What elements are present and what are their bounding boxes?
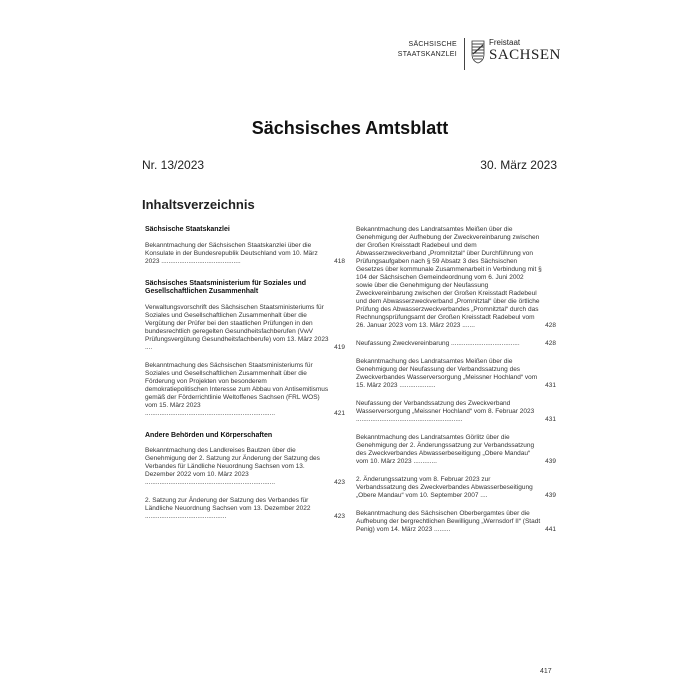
toc-entry[interactable] <box>356 510 556 534</box>
entry-page: 418 <box>334 257 345 265</box>
entry-text: Bekanntmachung des Sächsischen Staatsministeriums für Soziales und Gesellschaftlichen Zusammenhalt über die Förderung von Projekten von besonderem demokratiepolitischen Interesse zum Abbau von Antisemitismus gemäß der Förderrichtlinie Weltoffenes Sachsen (FRL WOS) vom 15. März 2023 ........................................................................ <box>145 361 329 417</box>
issue-number: Nr. 13/2023 <box>142 158 205 172</box>
toc-title: Inhaltsverzeichnis <box>142 197 255 212</box>
toc-entry[interactable] <box>356 226 556 330</box>
entry-page: 419 <box>334 343 345 351</box>
entry-text: Bekanntmachung der Sächsischen Staatskanzlei über die Konsulate in der Bundesrepublik Deutschland vom 10. März 2023 ............................................ <box>145 241 318 265</box>
entry-text: Bekanntmachung des Landratsamtes Görlitz über die Genehmigung der 2. Änderungssatzung zur Verbandssatzung des Zweckverbandes Abwasserbeseitigung „Obere Mandau“ vom 10. März 2023 ............. <box>356 434 535 465</box>
toc-entry[interactable] <box>356 400 556 424</box>
entry-text: 2. Änderungssatzung vom 8. Februar 2023 zur Verbandssatzung des Zweckverbandes Abwasserbeseitigung „Obere Mandau“ vom 10. September 2007 .... <box>356 476 533 499</box>
entry-page: 428 <box>545 340 556 347</box>
toc-entry[interactable] <box>356 358 556 390</box>
toc-entry[interactable] <box>145 304 345 352</box>
entry-text: Bekanntmachung des Landratsamtes Meißen über die Genehmigung der Neufassung der Verbandssatzung des Zweckverbandes Wasserversorgung „Meissner Hochland“ vom 15. März 2023 .................... <box>356 358 538 389</box>
kanzlei-line-2: STAATSKANZLEI <box>397 51 457 58</box>
document-title: Sächsisches Amtsblatt <box>251 118 449 138</box>
entry-page: 439 <box>545 458 556 465</box>
entry-page: 421 <box>334 409 345 417</box>
section-heading: Sächsische Staatskanzlei <box>145 226 230 233</box>
header <box>392 38 562 72</box>
toc-entry[interactable] <box>356 476 556 500</box>
section-heading: Sächsisches Staatsministerium für Soziales und Gesellschaftlichen Zusammenhalt <box>145 279 307 295</box>
entry-text: Bekanntmachung des Landkreises Bautzen über die Genehmigung der 2. Satzung zur Änderung der Satzung des Verbandes für Ländliche Neuordnung Sachsen vom 13. Dezember 2022 vom 10. März 2023 ........................................................................ <box>145 447 320 486</box>
toc-entry[interactable] <box>145 447 345 487</box>
kanzlei-line-1: SÄCHSISCHE <box>408 41 457 48</box>
sachsen-text: SACHSEN <box>489 47 561 63</box>
entry-text: Bekanntmachung des Sächsischen Oberbergamtes über die Aufhebung der bergrechtlichen Bewilligung „Wernsdorf II“ (Stadt Penig) vom 14. März 2023 ......... <box>356 510 541 533</box>
staatskanzlei-label <box>398 40 457 60</box>
entry-page: 431 <box>545 382 556 389</box>
toc-right-column <box>356 226 556 544</box>
toc-left-column <box>145 226 345 531</box>
toc-entry[interactable] <box>145 362 345 418</box>
entry-page: 431 <box>545 416 556 423</box>
section-heading: Andere Behörden und Körperschaften <box>145 431 273 439</box>
entry-page: 439 <box>545 492 556 499</box>
toc-section <box>145 226 345 266</box>
entry-text: Verwaltungsvorschrift des Sächsischen Staatsministeriums für Soziales und Gesellschaftlichen Zusammenhalt über die Vergütung der Prüfer bei den staatlichen Prüfungen in den bundesrechtlich geregelten Gesundheitsfachberufen (VwV Prüfungsvergütung Gesundheitsfachberufe) vom 13. März 2023 .... <box>145 303 329 351</box>
entry-text: Bekanntmachung des Landratsamtes Meißen über die Genehmigung der Aufhebung der Zweckvereinbarung zwischen der Großen Kreisstadt Radebeul und dem Abwasserzweckverband „Promnitztal“ über Durchführung von Prüfungsaufgaben nach § 59 Absatz 3 des Sächsischen Gesetzes über kommunale Zusammenarbeit in Verbindung mit § 104 der Sächsischen Gemeindeordnung vom 6. Juni 2002 sowie über die Genehmigung der Neufassung Zweckvereinbarung zwischen der Großen Kreisstadt Radebeul und dem Abwasserzweckverband „Promnitztal“ über die örtliche Prüfung des Abwasserzweckverbandes „Promnitztal“ durch das Rechnungsprüfungsamt der Großen Kreisstadt Radebeul vom 26. Januar 2023 vom 13. März 2023 ....... <box>356 226 542 329</box>
sachsen-logo <box>489 38 569 64</box>
toc-section <box>145 280 345 418</box>
entry-page: 423 <box>334 513 345 520</box>
entry-page: 423 <box>334 479 345 486</box>
page-number: 417 <box>540 668 552 675</box>
header-divider <box>464 38 465 70</box>
toc-entry[interactable] <box>145 497 345 521</box>
toc-section <box>145 432 345 522</box>
toc-entry[interactable] <box>356 434 556 466</box>
entry-text: Neufassung der Verbandssatzung des Zweckverband Wasserversorgung „Meissner Hochland“ vom 8. Februar 2023 ........................................................... <box>356 400 535 423</box>
entry-page: 428 <box>545 322 556 329</box>
entry-text: Neufassung Zweckvereinbarung ...................................... <box>356 340 520 347</box>
coat-of-arms-icon <box>471 40 485 64</box>
issue-date: 30. März 2023 <box>480 158 557 172</box>
entry-page: 441 <box>545 526 556 533</box>
toc-entry[interactable] <box>356 340 556 348</box>
toc-entry[interactable] <box>145 242 345 266</box>
entry-text: 2. Satzung zur Änderung der Satzung des Verbandes für Ländliche Neuordnung Sachsen vom 13. Dezember 2022 ............................................. <box>145 497 311 520</box>
freistaat-text: Freistaat <box>489 38 521 47</box>
